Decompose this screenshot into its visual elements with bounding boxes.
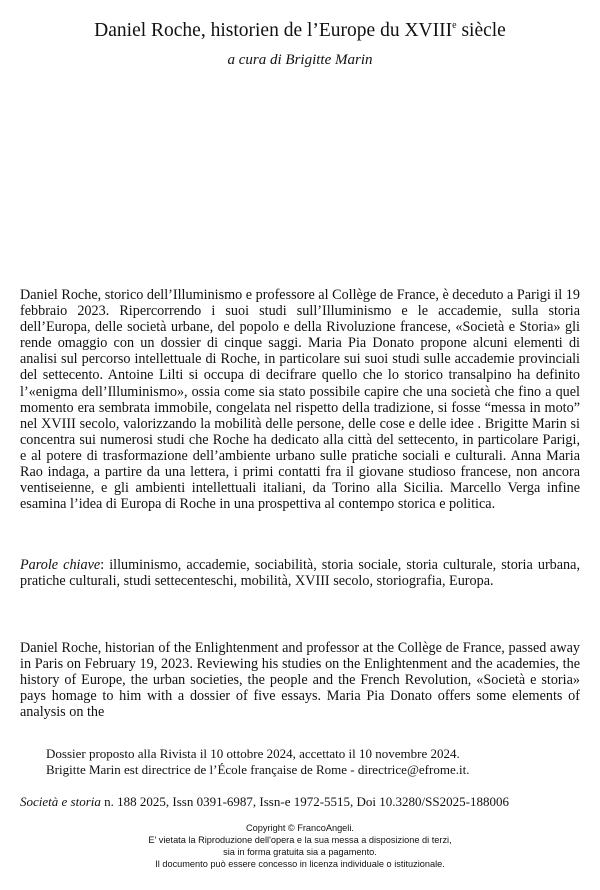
copyright-line-4: Il documento può essere concesso in licenza individuale o istituzionale. (155, 859, 445, 869)
copyright-line-1: Copyright © FrancoAngeli. (246, 823, 354, 833)
dossier-info (46, 746, 586, 778)
title-main: Daniel Roche, historien de l’Europe du XVIII (94, 20, 453, 41)
abstract-italian: Daniel Roche, storico dell’Illuminismo e professore al Collège de France, è deceduto a Parigi il 19 febbraio 2023. Ripercorrendo i suoi studi sull’Illuminismo e le accademie, sulla storia dell’Europa, delle società urbane, del popolo e della Rivoluzione francese, «Società e Storia» gli rende omaggio con un dossier di cinque saggi. Maria Pia Donato propone alcuni elementi di analisi sul percorso intellettuale di Roche, in particolare sui suoi studi sulle accademie provinciali del settecento. Antoine Lilti si occupa di decifrare quello che lo storico transalpino ha definito l’«enigma dell’Illuminismo», ossia come sia stato possibile capire che una società che fino a quel momento era sembrata immobile, congelata nel rispetto della tradizione, si fosse “messa in moto” nel XVIII secolo, valorizzando la mobilità delle persone, delle cose e delle idee . Brigitte Marin si concentra sui numerosi studi che Roche ha dedicato alla città del settecento, in particolare Parigi, e al potere di trasformazione dell’ambiente urbano sulle pratiche sociali e culturali. Anna Maria Rao indaga, a partire da una lettera, i primi contatti fra il giovane studioso francese, non ancora ventiseienne, e gli ambienti intellettuali italiani, da Torino alla Sicilia. Marcello Verga infine esamina l’idea di Europa di Roche in una prospettiva al contempo storica e politica. (20, 287, 580, 513)
article-title (0, 14, 600, 43)
journal-name: Società e storia (20, 794, 101, 809)
copyright-notice (0, 822, 600, 870)
copyright-line-3: sia in forma gratuita sia a pagamento. (223, 847, 377, 857)
journal-citation (20, 794, 590, 810)
title-end: siècle (456, 20, 506, 41)
keywords-text: : illuminismo, accademie, sociabilità, storia sociale, storia culturale, storia urbana, pratiche culturali, studi settecenteschi, mobilità, XVIII secolo, storiografia, Europa. (20, 557, 580, 590)
author-affiliation: Brigitte Marin est directrice de l’École française de Rome - directrice@efrome.it. (46, 762, 470, 777)
editor-line: a cura di Brigitte Marin (227, 52, 373, 68)
title-superscript: e (452, 20, 457, 31)
dossier-dates: Dossier proposto alla Rivista il 10 ottobre 2024, accettato il 10 novembre 2024. (46, 746, 460, 761)
copyright-line-2: E' vietata la Riproduzione dell'opera e la sua messa a disposizione di terzi, (148, 835, 452, 845)
keywords-paragraph (20, 557, 580, 589)
keywords-label: Parole chiave (20, 557, 101, 573)
abstract-english: Daniel Roche, historian of the Enlightenment and professor at the Collège de France, passed away in Paris on February 19, 2023. Reviewing his studies on the Enlightenment and the academies, the history of Europe, the urban societies, the people and the French Revolution, «Società e storia» pays homage to him with a dossier of five essays. Maria Pia Donato offers some elements of analysis on the (20, 640, 580, 721)
citation-details: n. 188 2025, Issn 0391-6987, Issn-e 1972-5515, Doi 10.3280/SS2025-188006 (100, 794, 509, 809)
